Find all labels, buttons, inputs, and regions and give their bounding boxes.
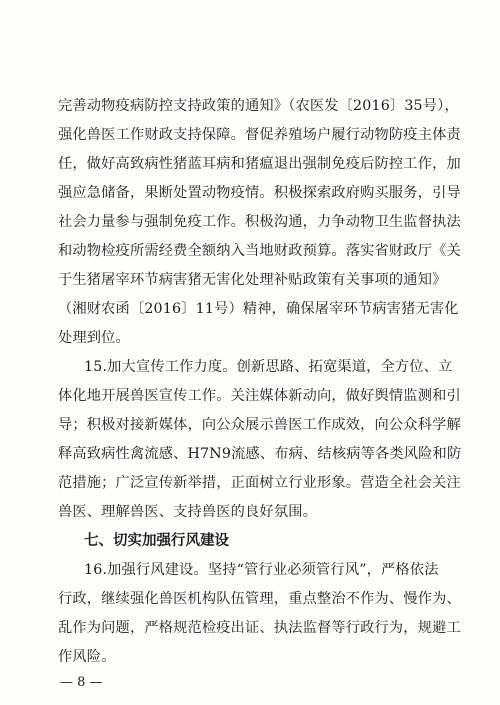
text-line: 乱作为问题，严格规范检疫出证、执法监督等行政行为，规避工 (58, 620, 461, 636)
text-line: 兽医、理解兽医、支持兽医的良好氛围。 (58, 504, 317, 520)
text-line: 行政，继续强化兽医机构队伍管理，重点整治不作为、慢作为、 (58, 591, 461, 607)
text-line: 强化兽医工作财政支持保障。督促养殖场户履行动物防疫主体责 (58, 127, 461, 143)
text-line: 于生猪屠宰环节病害猪无害化处理补贴政策有关事项的通知》 (58, 272, 447, 288)
text-line: 完善动物疫病防控支持政策的通知》（农医发〔2016〕35号）， (58, 98, 459, 114)
text-line: 释高致病性禽流感、H7N9流感、布病、结核病等各类风险和防 (58, 446, 462, 462)
text-line: 和动物检疫所需经费全额纳入当地财政预算。落实省财政厅《关 (58, 243, 461, 259)
section-heading: 七、切实加强行风建设 (84, 533, 229, 549)
page-number: — 8 — (60, 675, 103, 690)
text-line: 15.加大宣传工作力度。创新思路、拓宽渠道，全方位、立 (84, 359, 453, 375)
text-line: 处理到位。 (58, 330, 130, 346)
text-line: 体化地开展兽医宣传工作。关注媒体新动向，做好舆情监测和引 (58, 388, 461, 404)
text-line: 范措施；广泛宣传新举措，正面树立行业形象。营造全社会关注 (58, 475, 461, 491)
text-line: 作风险。 (58, 649, 116, 665)
text-line: （湘财农函〔2016〕11号）精神，确保屠宰环节病害猪无害化 (58, 301, 459, 317)
text-line: 强应急储备，果断处置动物疫情。积极探索政府购买服务，引导 (58, 185, 461, 201)
text-line: 16.加强行风建设。坚持“管行业必须管行风”，严格依法 (84, 562, 439, 578)
text-line: 社会力量参与强制免疫工作。积极沟通，力争动物卫生监督执法 (58, 214, 461, 230)
text-line: 任，做好高致病性猪蓝耳病和猪瘟退出强制免疫后防控工作，加 (58, 156, 461, 172)
text-line: 导；积极对接新媒体，向公众展示兽医工作成效，向公众科学解 (58, 417, 461, 433)
